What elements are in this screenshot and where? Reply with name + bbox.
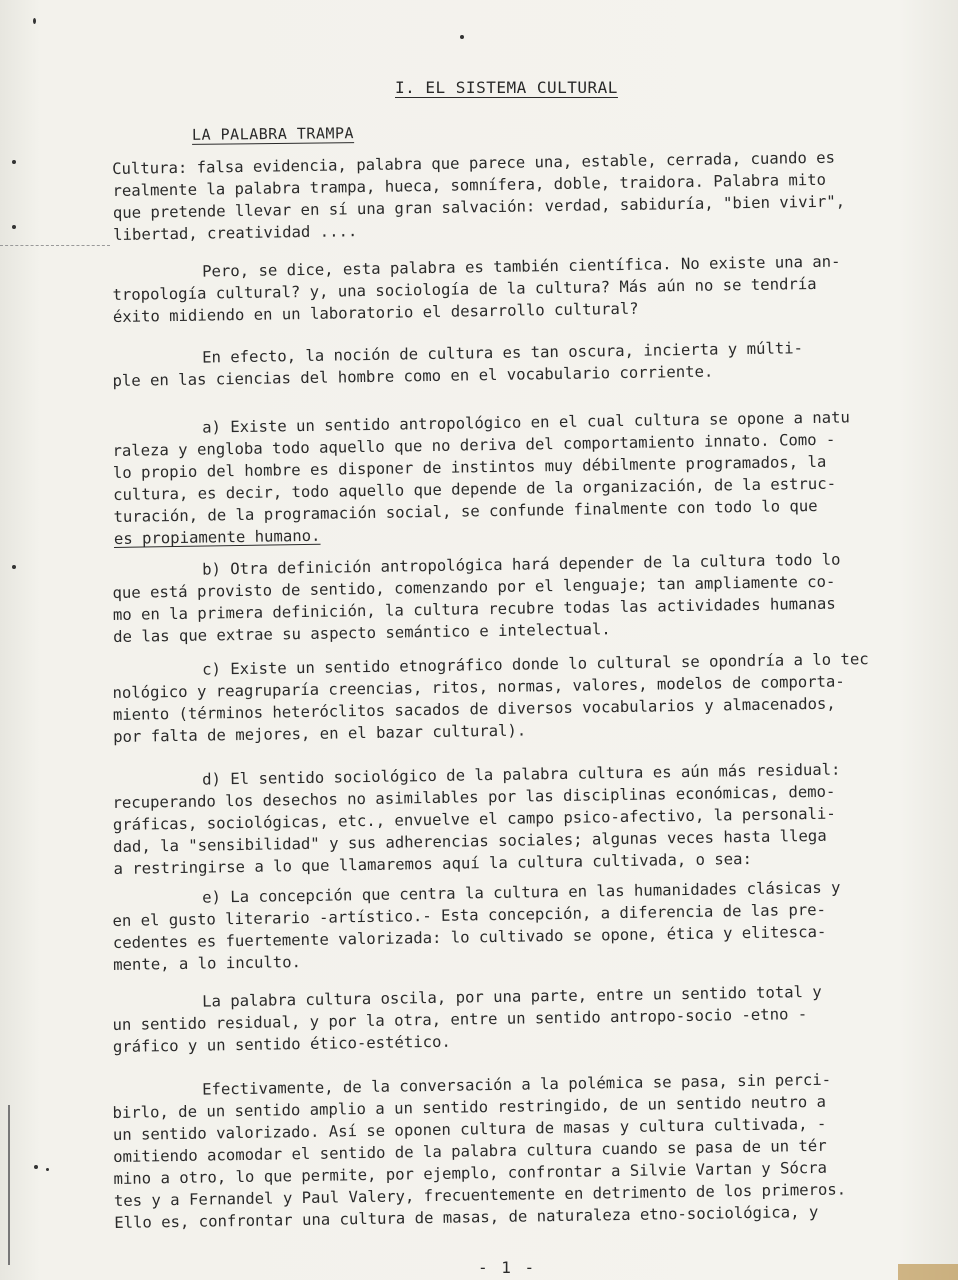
text-line: recuperando los desechos no asimilables por las disciplinas económicas, demo- bbox=[112, 782, 836, 812]
text-line: omitiendo acomodar el sentido de la palabra cultura cuando se pasa de un tér bbox=[113, 1136, 827, 1166]
text-line: dad, la "sensibilidad" y sus adherencias sociales; algunas veces hasta llega bbox=[113, 826, 827, 856]
scan-speck bbox=[46, 1168, 49, 1171]
text-line: e) La concepción que centra la cultura en las humanidades clásicas y bbox=[202, 878, 841, 907]
text-line: a restringirse a lo que llamaremos aquí la cultura cultivada, o sea: bbox=[113, 849, 753, 878]
text-line: gráfico y un sentido ético-estético. bbox=[112, 1032, 451, 1056]
text-line: mino a otro, lo que permite, por ejemplo, confrontar a Silvie Vartan y Sócra bbox=[113, 1158, 828, 1188]
margin-bar bbox=[8, 1105, 10, 1265]
text-line: raleza y engloba todo aquello que no deriva del comportamiento innato. Como - bbox=[112, 430, 836, 460]
margin-line bbox=[0, 245, 110, 246]
text-line: Ello es, confrontar una cultura de masas, de naturaleza etno-sociológica, y bbox=[114, 1202, 819, 1232]
page-number: - 1 - bbox=[478, 1258, 537, 1277]
text-line: libertad, creatividad .... bbox=[113, 222, 358, 244]
text-line: Cultura: falsa evidencia, palabra que parece una, estable, cerrada, cuando es bbox=[112, 148, 836, 178]
paragraph-notion bbox=[112, 335, 913, 392]
text-line: Pero, se dice, esta palabra es también científica. No existe una an- bbox=[202, 252, 841, 281]
paragraph-scientific bbox=[112, 249, 913, 328]
text-line: tes y a Fernandel y Paul Valery, frecuentemente en detrimento de los primeros. bbox=[113, 1180, 847, 1210]
section-title: I. EL SISTEMA CULTURAL bbox=[395, 78, 618, 97]
text-line: un sentido residual, y por la otra, entre un sentido antropo-socio -etno - bbox=[112, 1005, 808, 1034]
scan-speck bbox=[12, 565, 16, 569]
text-line: mente, a lo inculto. bbox=[113, 953, 302, 974]
text-line: cedentes es fuertemente valorizada: lo cultivado se opone, ética y elitesca- bbox=[112, 922, 827, 952]
text-line: ple en las ciencias del hombre como en el vocabulario corriente. bbox=[112, 362, 714, 390]
scan-speck bbox=[12, 225, 16, 229]
paragraph-oscila bbox=[112, 979, 913, 1058]
text-line: de las que extrae su aspecto semántico e intelectual. bbox=[113, 620, 611, 646]
text-line: c) Existe un sentido etnográfico donde lo cultural se opondría a lo tec bbox=[202, 650, 869, 679]
scan-speck bbox=[33, 18, 36, 24]
scan-speck bbox=[460, 35, 464, 39]
paragraph-c bbox=[112, 647, 913, 748]
text-line: birlo, de un sentido amplio a un sentido restringido, de un sentido neutro a bbox=[112, 1092, 827, 1122]
scan-speck bbox=[34, 1165, 38, 1169]
paragraph-intro bbox=[112, 145, 913, 246]
text-line: un sentido valorizado. Así se oponen cultura de masas y cultura cultivada, - bbox=[112, 1114, 827, 1144]
text-line: cultura, es decir, todo aquello que depende de la organización, de la estruc- bbox=[113, 474, 837, 504]
text-line: por falta de mejores, en el bazar cultural). bbox=[113, 721, 527, 746]
text-line: gráficas, sociológicas, etc., envuelve el campo psico-afectivo, la personali- bbox=[112, 804, 836, 834]
text-line: en el gusto literario -artístico.- Esta concepción, a diferencia de las pre- bbox=[112, 900, 827, 930]
text-line: realmente la palabra trampa, hueca, somnífera, doble, traidora. Palabra mito bbox=[112, 170, 827, 200]
text-line: éxito midiendo en un laboratorio el desarrollo cultural? bbox=[112, 299, 639, 326]
text-line: a) Existe un sentido antropológico en el cual cultura se opone a natu bbox=[202, 408, 851, 437]
text-line: tropología cultural? y, una sociología de la cultura? Más aún no se tendría bbox=[112, 274, 817, 304]
paragraph-a bbox=[112, 405, 914, 550]
text-line: miento (términos heteróclitos sacados de diversos vocabularios y almacenados, bbox=[112, 694, 836, 724]
text-line: b) Otra definición antropológica hará depender de la cultura todo lo bbox=[202, 550, 841, 579]
scan-speck bbox=[12, 160, 16, 164]
paragraph-efectivamente bbox=[112, 1067, 914, 1234]
text-line: lo propio del hombre es disponer de instintos muy débilmente programados, la bbox=[112, 452, 827, 482]
text-line: En efecto, la noción de cultura es tan oscura, incierta y múlti- bbox=[202, 339, 804, 367]
text-line: que está provisto de sentido, comenzando por el lenguaje; tan ampliamente co- bbox=[112, 572, 836, 602]
text-line: turación, de la programación social, se confunde finalmente con todo lo que bbox=[113, 496, 818, 526]
paragraph-b bbox=[112, 547, 913, 648]
section-subtitle: LA PALABRA TRAMPA bbox=[191, 124, 355, 144]
text-line: es propiamente humano. bbox=[113, 526, 321, 548]
paragraph-e bbox=[112, 875, 913, 976]
text-line: que pretende llevar en sí una gran salvación: verdad, sabiduría, "bien vivir", bbox=[112, 192, 846, 222]
text-line: d) El sentido sociológico de la palabra cultura es aún más residual: bbox=[202, 760, 841, 789]
text-line: La palabra cultura oscila, por una parte, entre un sentido total y bbox=[202, 982, 822, 1011]
text-line: Efectivamente, de la conversación a la polémica se pasa, sin perci- bbox=[202, 1070, 832, 1099]
paragraph-d bbox=[112, 757, 914, 880]
text-line: nológico y reagruparía creencias, ritos, normas, valores, modelos de comporta- bbox=[112, 672, 845, 702]
text-line: mo en la primera definición, la cultura recubre todas las actividades humanas bbox=[112, 594, 836, 624]
page-corner bbox=[898, 1264, 958, 1280]
